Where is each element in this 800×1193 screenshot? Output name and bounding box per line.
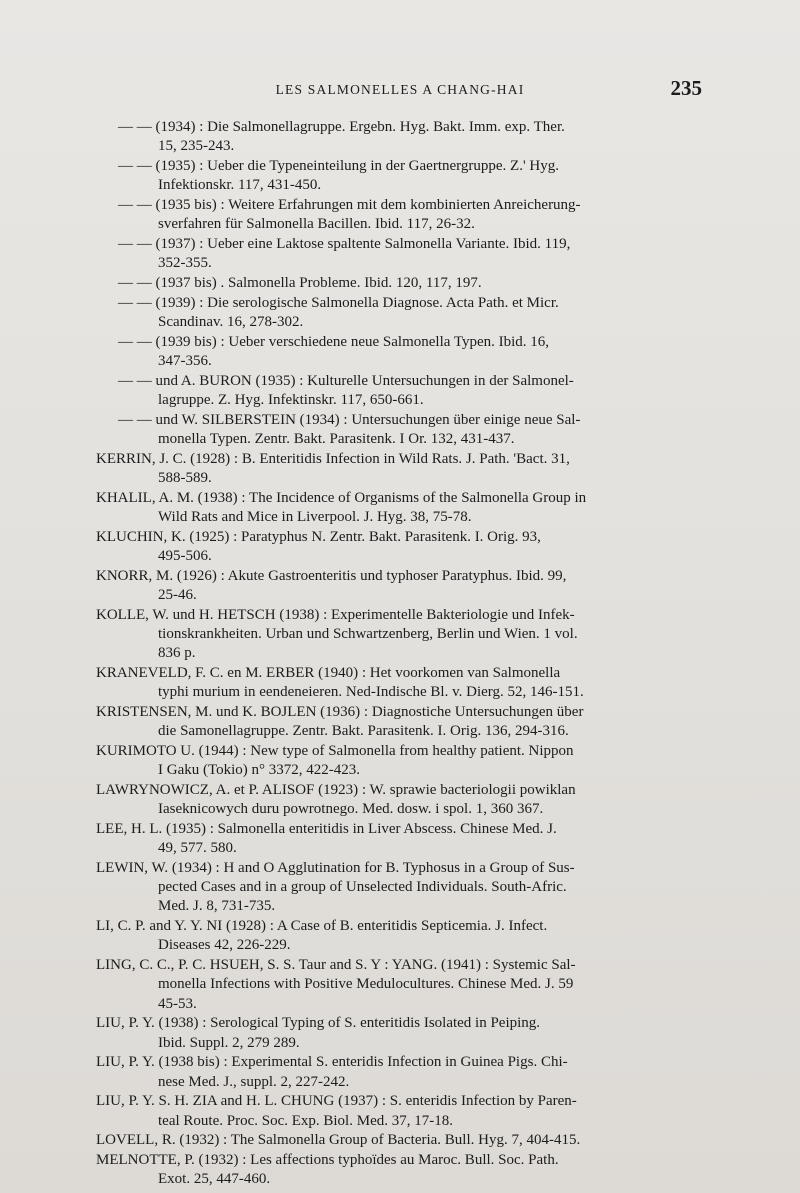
reference-continuation: die Samonellagruppe. Zentr. Bakt. Parasitenk. I. Orig. 136, 294-316. <box>158 723 569 740</box>
reference-line: KNORR, M. (1926) : Akute Gastroenteritis und typhoser Paratyphus. Ibid. 99, <box>96 567 567 584</box>
reference-entry <box>96 606 700 664</box>
reference-continuation: Diseases 42, 226-229. <box>158 937 291 954</box>
running-title: LES SALMONELLES A CHANG-HAI <box>275 82 525 97</box>
page-number: 235 <box>670 76 702 100</box>
reference-continuation: tionskrankheiten. Urban und Schwartzenberg, Berlin und Wien. 1 vol. <box>158 626 578 642</box>
reference-continuation: 45-53. <box>158 995 197 1012</box>
reference-continuation: 15, 235-243. <box>158 138 235 155</box>
reference-continuation: sverfahren für Salmonella Bacillen. Ibid. 117, 26-32. <box>158 216 475 233</box>
reference-continuation: 588-589. <box>158 470 212 486</box>
reference-line: — — (1935 bis) : Weitere Erfahrungen mit dem kombinierten Anreicherung- <box>118 197 581 213</box>
reference-line: — — (1937) : Ueber eine Laktose spaltente Salmonella Variante. Ibid. 119, <box>118 236 571 252</box>
reference-line: LING, C. C., P. C. HSUEH, S. S. Taur and S. Y : YANG. (1941) : Systemic Sal- <box>96 957 576 974</box>
reference-entry <box>96 1131 700 1150</box>
reference-entry <box>96 1151 700 1189</box>
reference-continuation: monella Typen. Zentr. Bakt. Parasitenk. I Or. 132, 431-437. <box>158 431 515 447</box>
reference-continuation: typhi murium in eendeneieren. Ned-Indische Bl. v. Dierg. 52, 146-151. <box>158 684 584 701</box>
reference-continuation: lagruppe. Z. Hyg. Infektinskr. 117, 650-661. <box>158 392 424 408</box>
reference-entry <box>96 567 700 605</box>
reference-continuation: 25-46. <box>158 587 197 603</box>
reference-continuation: Ibid. Suppl. 2, 279 289. <box>158 1034 300 1051</box>
reference-entry <box>96 742 700 780</box>
reference-line: MELNOTTE, P. (1932) : Les affections typhoïdes au Maroc. Bull. Soc. Path. <box>96 1152 559 1169</box>
reference-entry <box>96 196 700 234</box>
reference-entry <box>96 1053 700 1091</box>
reference-line: LIU, P. Y. S. H. ZIA and H. L. CHUNG (1937) : S. enteridis Infection by Paren- <box>96 1093 577 1110</box>
reference-line: LIU, P. Y. (1938) : Serological Typing of S. enteritidis Isolated in Peiping. <box>96 1015 541 1032</box>
reference-line: LEE, H. L. (1935) : Salmonella enteritidis in Liver Abscess. Chinese Med. J. <box>96 821 557 837</box>
reference-entry <box>96 235 700 273</box>
reference-entry <box>96 411 700 449</box>
reference-continuation: monella Infections with Positive Medulocultures. Chinese Med. J. 59 <box>158 976 574 993</box>
reference-line: — — und W. SILBERSTEIN (1934) : Untersuchungen über einige neue Sal- <box>118 411 581 428</box>
reference-entry <box>96 664 700 702</box>
reference-entry <box>96 294 700 332</box>
reference-continuation: 495-506. <box>158 548 212 564</box>
reference-line: KRISTENSEN, M. und K. BOJLEN (1936) : Diagnostiche Untersuchungen über <box>96 704 584 720</box>
reference-line: — — (1934) : Die Salmonellagruppe. Ergebn. Hyg. Bakt. Imm. exp. Ther. <box>118 119 565 135</box>
reference-line: LI, C. P. and Y. Y. NI (1928) : A Case of B. enteritidis Septicemia. J. Infect. <box>96 918 548 935</box>
reference-list <box>96 118 700 1190</box>
reference-continuation: Iaseknicowych duru powrotnego. Med. dosw. i spol. 1, 360 367. <box>158 801 544 818</box>
reference-entry <box>96 1092 700 1130</box>
reference-continuation: 49, 577. 580. <box>158 840 237 857</box>
reference-continuation: Scandinav. 16, 278-302. <box>158 314 304 330</box>
reference-continuation: Med. J. 8, 731-735. <box>158 898 276 915</box>
reference-line: — — und A. BURON (1935) : Kulturelle Untersuchungen in der Salmonel- <box>118 372 574 389</box>
reference-entry <box>96 1014 700 1052</box>
reference-entry <box>96 956 700 1014</box>
reference-entry <box>96 528 700 566</box>
reference-line: KERRIN, J. C. (1928) : B. Enteritidis Infection in Wild Rats. J. Path. 'Bact. 31, <box>96 450 570 467</box>
reference-line: KHALIL, A. M. (1938) : The Incidence of Organisms of the Salmonella Group in <box>96 489 587 506</box>
reference-line: — — (1939) : Die serologische Salmonella Diagnose. Acta Path. et Micr. <box>118 294 559 311</box>
reference-entry <box>96 859 700 917</box>
reference-entry <box>96 781 700 819</box>
reference-continuation: nese Med. J., suppl. 2, 227-242. <box>158 1073 350 1090</box>
reference-continuation: Wild Rats and Mice in Liverpool. J. Hyg. 38, 75-78. <box>158 509 472 525</box>
reference-continuation: 836 p. <box>158 645 196 662</box>
reference-entry <box>96 372 700 410</box>
reference-continuation: teal Route. Proc. Soc. Exp. Biol. Med. 37, 17-18. <box>158 1112 453 1129</box>
reference-line: — — (1939 bis) : Ueber verschiedene neue Salmonella Typen. Ibid. 16, <box>118 333 550 350</box>
reference-line: — — (1937 bis) . Salmonella Probleme. Ibid. 120, 117, 197. <box>118 275 482 291</box>
reference-entry <box>96 274 700 293</box>
reference-entry <box>96 157 700 195</box>
reference-line: KOLLE, W. und H. HETSCH (1938) : Experimentelle Bakteriologie und Infek- <box>96 606 575 623</box>
reference-line: — — (1935) : Ueber die Typeneinteilung in der Gaertnergruppe. Z.' Hyg. <box>118 158 559 174</box>
reference-entry <box>96 450 700 488</box>
reference-line: KRANEVELD, F. C. en M. ERBER (1940) : Het voorkomen van Salmonella <box>96 665 561 681</box>
reference-continuation: pected Cases and in a group of Unselected Individuals. South-Afric. <box>158 879 567 896</box>
reference-entry <box>96 917 700 955</box>
reference-continuation: 352-355. <box>158 255 212 272</box>
reference-continuation: I Gaku (Tokio) n° 3372, 422-423. <box>158 762 361 779</box>
reference-line: KLUCHIN, K. (1925) : Paratyphus N. Zentr. Bakt. Parasitenk. I. Orig. 93, <box>96 528 541 545</box>
reference-line: LIU, P. Y. (1938 bis) : Experimental S. enteridis Infection in Guinea Pigs. Chi- <box>96 1054 568 1071</box>
reference-continuation: Exot. 25, 447-460. <box>158 1171 271 1188</box>
reference-entry <box>96 820 700 858</box>
reference-entry <box>96 118 700 156</box>
reference-line: KURIMOTO U. (1944) : New type of Salmonella from healthy patient. Nippon <box>96 743 574 759</box>
reference-line: LOVELL, R. (1932) : The Salmonella Group of Bacteria. Bull. Hyg. 7, 404-415. <box>96 1132 581 1149</box>
reference-continuation: 347-356. <box>158 353 212 369</box>
reference-line: LAWRYNOWICZ, A. et P. ALISOF (1923) : W. sprawie bacteriologii powiklan <box>96 782 576 798</box>
reference-entry <box>96 333 700 371</box>
page-header <box>0 74 800 104</box>
reference-entry <box>96 489 700 527</box>
reference-entry <box>96 703 700 741</box>
reference-line: LEWIN, W. (1934) : H and O Agglutination for B. Typhosus in a Group of Sus- <box>96 860 575 876</box>
reference-continuation: Infektionskr. 117, 431-450. <box>158 177 322 194</box>
